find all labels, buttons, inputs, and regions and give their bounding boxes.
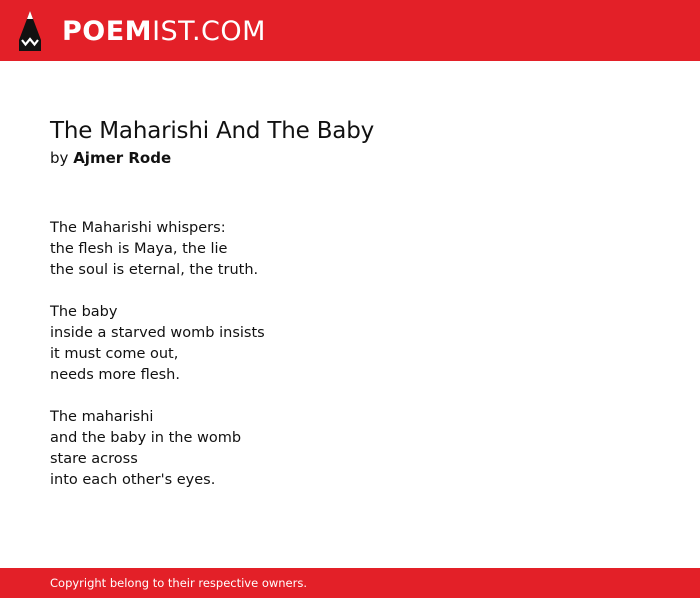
logo-text-bold: POEM [62, 15, 153, 47]
poem-title: The Maharishi And The Baby [50, 118, 374, 144]
poem-line: inside a starved womb insists [50, 325, 265, 341]
pencil-tip-icon [17, 10, 43, 52]
poem-line: The baby [50, 304, 118, 320]
poem-line: into each other's eyes. [50, 472, 216, 488]
poem-line: it must come out, [50, 346, 179, 362]
logo-text-light: IST.COM [152, 15, 266, 47]
poem-content [50, 116, 670, 512]
logo-wordmark [62, 15, 266, 47]
poem-line: the soul is eternal, the truth. [50, 262, 259, 278]
poem-stanza [50, 218, 670, 281]
poem-line: needs more flesh. [50, 367, 180, 383]
poem-line: stare across [50, 451, 138, 467]
poem-line: and the baby in the womb [50, 430, 242, 446]
poem-byline [50, 148, 670, 168]
byline-prefix: by [50, 149, 69, 167]
poem-line: The maharishi [50, 409, 154, 425]
poem-stanza [50, 302, 670, 386]
poem-stanza [50, 407, 670, 491]
site-header [0, 0, 700, 61]
poem-line: The Maharishi whispers: [50, 220, 226, 236]
copyright-notice: Copyright belong to their respective owners. [50, 576, 308, 590]
poem-body [50, 218, 670, 491]
poem-line: the flesh is Maya, the lie [50, 241, 228, 257]
site-footer [0, 568, 700, 598]
site-logo-link[interactable] [17, 9, 266, 53]
poem-author: Ajmer Rode [73, 149, 172, 167]
